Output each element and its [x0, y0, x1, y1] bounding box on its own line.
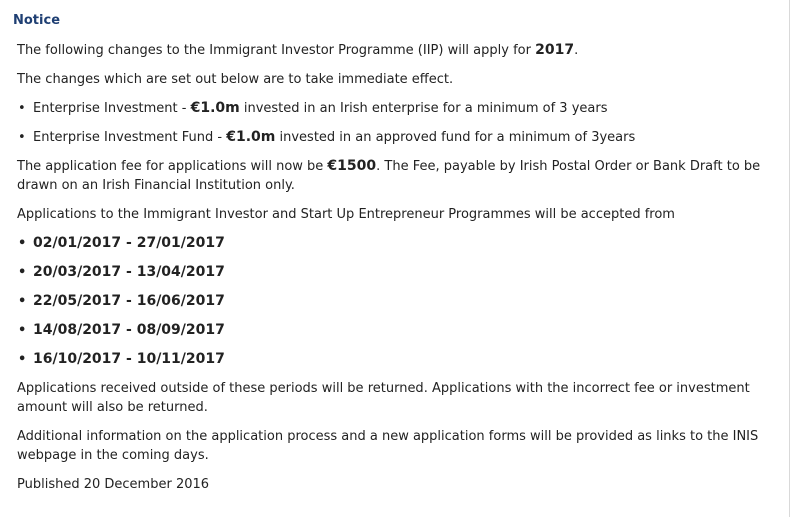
investment-item [17, 99, 777, 118]
fee-suffix: . The Fee, payable by Irish Postal Order or Bank Draft to be drawn on an Irish Financial Institution only. [17, 159, 761, 193]
fee-paragraph [17, 157, 777, 195]
immediate-effect-paragraph: The changes which are set out below are to take immediate effect. [17, 72, 454, 87]
application-period-item: • 02/01/2017 - 27/01/2017 [17, 234, 777, 253]
investment-description: invested in an Irish enterprise for a minimum of 3 years [239, 101, 608, 116]
investment-item [17, 128, 777, 147]
investment-list [17, 99, 777, 147]
investment-label: Enterprise Investment - [33, 101, 191, 116]
application-period-item: • 22/05/2017 - 16/06/2017 [17, 292, 777, 311]
applications-intro-paragraph: Applications to the Immigrant Investor and Start Up Entrepreneur Programmes will be accepted from [17, 207, 675, 222]
application-period-item: • 16/10/2017 - 10/11/2017 [17, 350, 777, 369]
application-period-item: • 20/03/2017 - 13/04/2017 [17, 263, 777, 282]
investment-description: invested in an approved fund for a minimum of 3years [275, 130, 636, 145]
additional-info-paragraph: Additional information on the application process and a new application forms will be provided as links to the INIS webpage in the coming days. [17, 429, 759, 463]
application-periods-list [17, 234, 777, 369]
fee-prefix: The application fee for applications will now be [17, 159, 328, 174]
application-period-item: • 14/08/2017 - 08/09/2017 [17, 321, 777, 340]
investment-label: Enterprise Investment Fund - [33, 130, 227, 145]
investment-amount: €1.0m [190, 100, 240, 116]
investment-amount: €1.0m [226, 129, 276, 145]
fee-amount: €1500 [327, 158, 377, 174]
published-date: Published 20 December 2016 [17, 477, 210, 492]
notice-title: Notice [13, 13, 61, 28]
returned-paragraph: Applications received outside of these periods will be returned. Applications with the incorrect fee or investment amount will also be returned. [17, 381, 750, 415]
intro-year: 2017 [535, 42, 575, 58]
intro-suffix: . [574, 43, 579, 58]
intro-prefix: The following changes to the Immigrant Investor Programme (IIP) will apply for [17, 43, 536, 58]
intro-paragraph [17, 41, 777, 60]
notice-content [17, 41, 777, 504]
